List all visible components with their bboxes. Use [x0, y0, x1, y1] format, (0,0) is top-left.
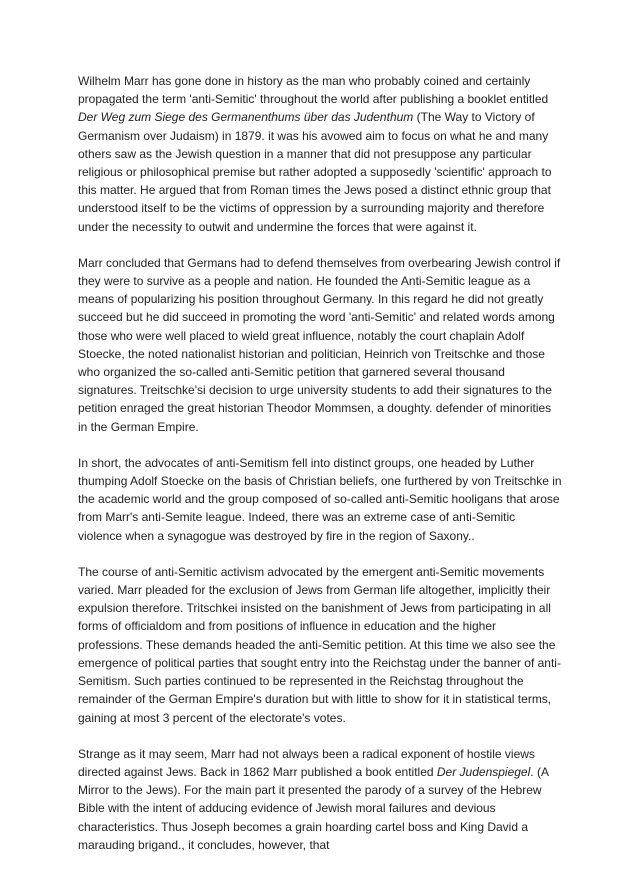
document-page — [78, 72, 562, 872]
paragraph-1-text-2: (The Way to Victory of Germanism over Judaism) in 1879. it was his avowed aim to focus on what he and many others saw as the Jewish question in a manner that did not presuppose any particular religious or philosophical premise but rather adopted a supposedly 'scientific' approach to this matter. He argued that from Roman times the Jews posed a distinct ethnic group that understood itself to be the victims of oppression by a surrounding majority and therefore under the necessity to outwit and undermine the forces that were against it. — [78, 110, 552, 234]
paragraph-1-text-1: Wilhelm Marr has gone done in history as the man who probably coined and certainly propagated the term 'anti-Semitic' throughout the world after publishing a booklet entitled — [78, 74, 549, 107]
paragraph-2 — [78, 254, 562, 436]
paragraph-5-text-1: Strange as it may seem, Marr had not always been a radical exponent of hostile views directed against Jews. Back in 1862 Marr published a book entitled — [78, 746, 535, 779]
book-title-der-judenspiegel: Der Judenspiegel — [436, 764, 531, 779]
paragraph-2-text: Marr concluded that Germans had to defend themselves from overbearing Jewish control if they were to survive as a people and nation. He founded the Anti-Semitic league as a means of popularizing his position throughout Germany. In this regard he did not greatly succeed but he did succeed in promoting the word 'anti-Semitic' and related words among those who were well placed to wield great influence, notably the court chaplain Adolf Stoecke, the noted nationalist historian and politician, Heinrich von Treitschke and those who organized the so-called anti-Semitic petition that garnered several thousand signatures. Treitschke'si decision to urge university students to add their signatures to the petition enraged the great historian Theodor Mommsen, a doughty. defender of minorities in the German Empire. — [78, 255, 561, 434]
book-title-der-weg: Der Weg zum Siege des Germanenthums über das Judenthum — [78, 110, 414, 125]
paragraph-1 — [78, 72, 562, 236]
paragraph-4-text: The course of anti-Semitic activism advocated by the emergent anti-Semitic movements varied. Marr pleaded for the exclusion of Jews from German life altogether, implicitly their expulsion therefore. Tritschkei insisted on the banishment of Jews from participating in all forms of officialdom and from positions of influence in education and the higher professions. These demands headed the anti-Semitic petition. At this time we also see the emergence of political parties that sought entry into the Reichstag under the banner of anti-Semitism. Such parties continued to be represented in the Reichstag throughout the remainder of the German Empire's duration but with little to show for it in statistical terms, gaining at most 3 percent of the electorate's votes. — [78, 564, 561, 725]
paragraph-5 — [78, 745, 562, 854]
paragraph-4 — [78, 563, 562, 727]
paragraph-3 — [78, 454, 562, 545]
paragraph-3-text: In short, the advocates of anti-Semitism fell into distinct groups, one headed by Luther thumping Adolf Stoecke on the basis of Christian beliefs, one furthered by von Treitschke in the academic world and the group composed of so-called anti-Semitic hooligans that arose from Marr's anti-Semite league. Indeed, there was an extreme case of anti-Semitic violence when a synagogue was destroyed by fire in the region of Saxony.. — [78, 455, 562, 543]
paragraph-5-text-2: . (A Mirror to the Jews). For the main part it presented the parody of a survey of the Hebrew Bible with the intent of adducing evidence of Jewish moral failures and devious characteristics. Thus Joseph becomes a grain hoarding cartel boss and King David a marauding brigand., it concludes, however, that — [78, 764, 549, 852]
